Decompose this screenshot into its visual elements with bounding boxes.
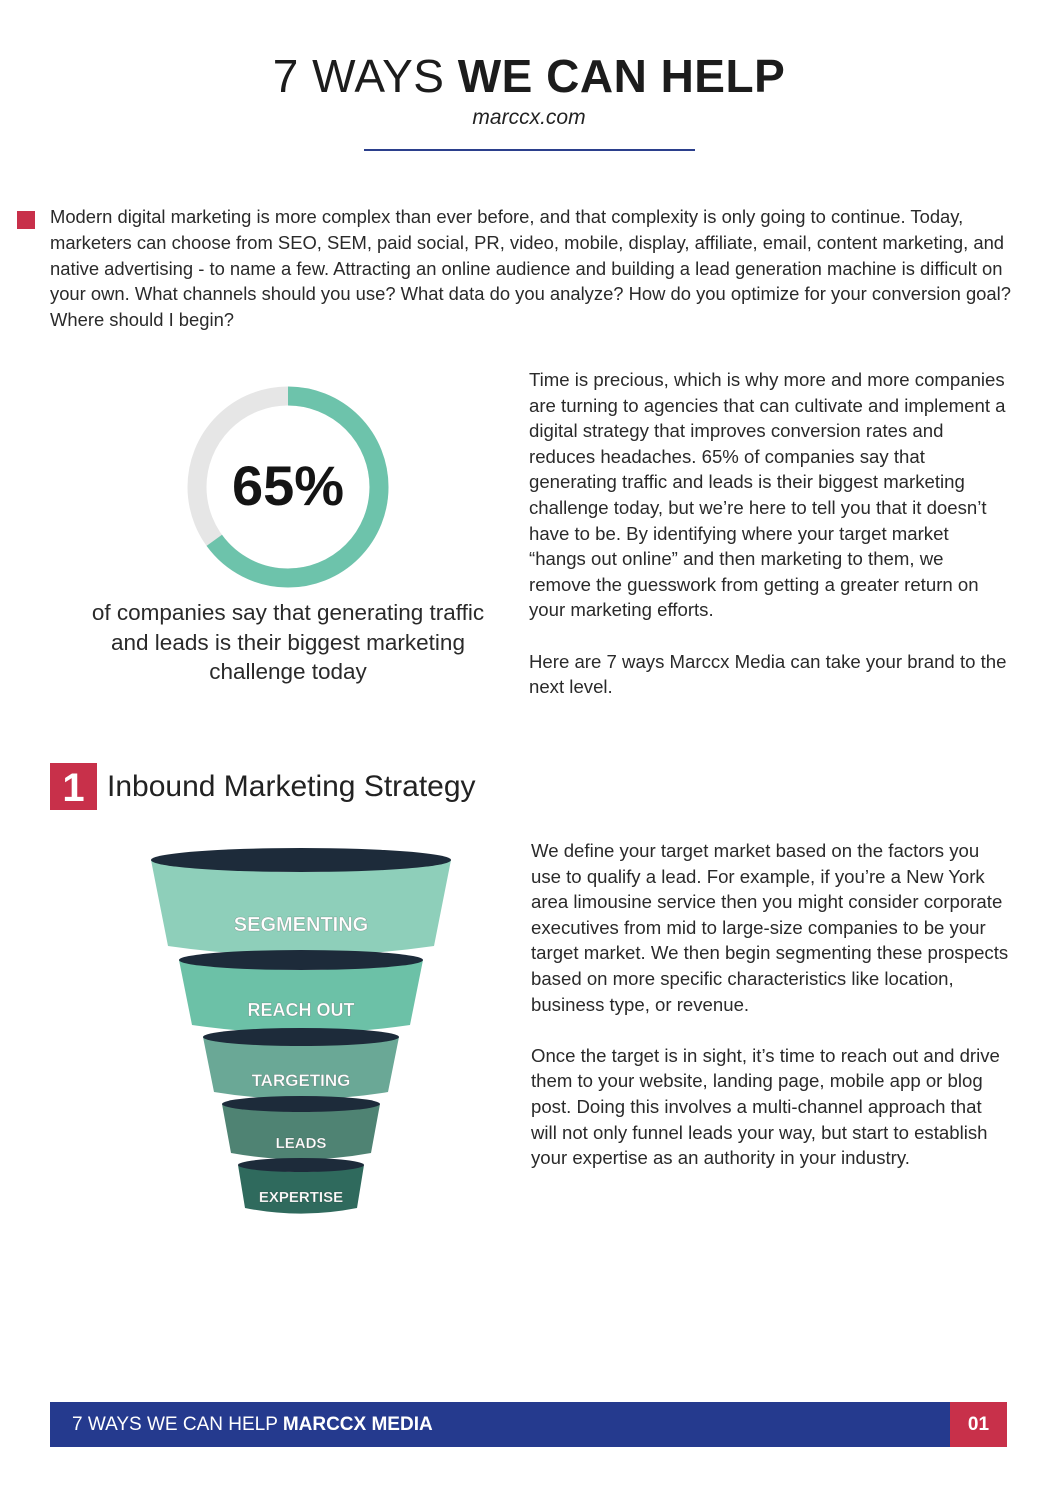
- funnel-stage-1: [151, 860, 451, 956]
- page-title-bold: WE CAN HELP: [457, 50, 786, 102]
- funnel-stage-rim-4: [222, 1096, 380, 1112]
- footer-label-light: 7 WAYS WE CAN HELP: [72, 1414, 278, 1435]
- funnel-stage-label-4: LEADS: [275, 1135, 327, 1152]
- funnel-stage-label-1: SEGMENTING: [233, 914, 369, 936]
- footer-label: [72, 1402, 433, 1447]
- intro-right-column: [529, 367, 1009, 725]
- funnel-stage-label-2: REACH OUT: [247, 1000, 355, 1020]
- funnel-stage-2: [179, 960, 423, 1033]
- page-number: 01: [950, 1402, 1007, 1447]
- funnel-stage-rim-2: [179, 950, 423, 970]
- funnel-stage-rim-5: [238, 1158, 364, 1172]
- section1-paragraph-1: We define your target market based on the factors you use to qualify a lead. For example, if you’re a New York area limousine service then you might consider corporate executives from mid to large-size companies to be your target market. We then begin segmenting these prospects based on more specific characteristics like location, business type, or revenue.: [531, 840, 1009, 1015]
- funnel-stage-rim-1: [151, 848, 451, 872]
- funnel-stage-label-3: TARGETING: [251, 1071, 351, 1090]
- intro-paragraph: Modern digital marketing is more complex than ever before, and that complexity is only going to continue. Today, marketers can choose from SEO, SEM, paid social, PR, video, mobile, display, affiliate, email, content marketing, and native advertising - to name a few. Attracting an online audience and building a lead generation machine is difficult on your own. What channels should you use? What data do you analyze? How do you optimize for your conversion goal? Where should I begin?: [50, 206, 1011, 331]
- section-title: Inbound Marketing Strategy: [107, 770, 476, 803]
- title-divider: [364, 149, 695, 151]
- section-number-badge: 1: [50, 763, 97, 810]
- funnel-stage-rim-3: [203, 1028, 399, 1046]
- intro-bullet-square-icon: [17, 211, 35, 229]
- website-url: marccx.com: [472, 106, 586, 129]
- funnel-stage-label-5: EXPERTISE: [258, 1189, 344, 1206]
- stat-caption: of companies say that generating traffic and leads is their biggest marketing challenge today: [91, 600, 485, 684]
- intro-right-paragraph-2: Here are 7 ways Marccx Media can take your brand to the next level.: [529, 650, 1007, 698]
- page-title-light: 7 WAYS: [272, 50, 445, 102]
- page-title: [0, 48, 1058, 104]
- section1-text: [531, 838, 1011, 1196]
- intro-right-paragraph-1: Time is precious, which is why more and more companies are turning to agencies that can cultivate and implement a digital strategy that improves conversion rates and reduces headaches. 65% of companies say that generating traffic and leads is their biggest marketing challenge today, but we’re here to tell you that it doesn’t have to be. By identifying where your target market “hangs out online” and then marketing to them, we remove the guesswork from getting a greater return on your marketing efforts.: [529, 369, 1006, 621]
- section1-paragraph-2: Once the target is in sight, it’s time to reach out and drive them to your website, landing page, mobile app or blog post. Doing this involves a multi-channel approach that will not only funnel leads your way, but start to establish your expertise as an authority in your industry.: [531, 1044, 1000, 1169]
- stat-value: 65%: [231, 454, 345, 517]
- footer-label-bold: MARCCX MEDIA: [282, 1414, 433, 1435]
- marketing-funnel-diagram: [140, 848, 462, 1220]
